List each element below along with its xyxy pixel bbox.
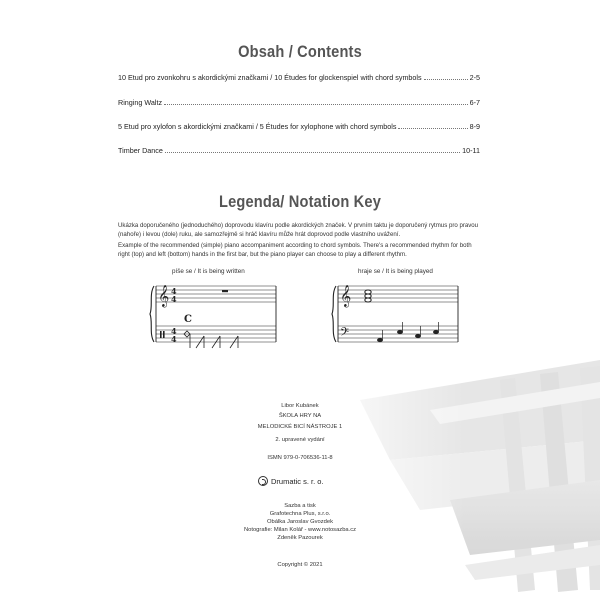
copyright: Copyright © 2021: [277, 562, 323, 568]
chord-symbol: C: [184, 314, 192, 325]
toc-entry-title: Timber Dance: [118, 146, 163, 155]
label-played: hraje se / It is being played: [358, 268, 433, 275]
notation-as-written: [148, 278, 278, 358]
credit-line: Zdeněk Pazourek: [277, 535, 323, 541]
toc-dot-leader: [164, 96, 468, 105]
toc-entry-title: Ringing Waltz: [118, 98, 163, 107]
legend-paragraph-english: Example of the recommended (simple) piano accompaniment according to chord symbols. There's a recommended rhythm for both right (top) and left (bottom) hands in the first bar, but the piano player can choose to play a different rhythm.: [118, 242, 472, 258]
toc-dot-leader: [424, 71, 468, 80]
author-name: Libor Kubánek: [281, 403, 319, 409]
legend-paragraph-czech: Ukázka doporučeného (jednoduchého) doprovodu klavíru podle akordických značek. V prvním taktu je doporučený rytmus pro pravou (nahoře) i levou (dole) ruku, ale samozřejmě si hráč klavíru může hrát doprovod podle vlastního uvážení.: [118, 222, 479, 238]
toc-entry-page: 2-5: [469, 73, 480, 82]
legend-heading: Legenda/ Notation Key: [218, 192, 382, 211]
time-signature-top: 4: [171, 286, 177, 296]
time-signature-bottom: 4: [171, 294, 177, 304]
toc-entry-page: 6-7: [469, 98, 480, 107]
notation-as-played: [330, 278, 460, 358]
credit-line: Obálka Jaroslav Gvozdek: [266, 519, 334, 525]
toc-entry[interactable]: [118, 120, 480, 132]
drumatic-logo-icon: [258, 476, 268, 486]
credit-line: Notografie: Milan Kolář - www.notosazba.cz: [243, 527, 357, 533]
toc-entry-title: 5 Etud pro xylofon s akordickými značkami / 5 Études for xylophone with chord symbols: [118, 122, 397, 131]
svg-text:𝄢: 𝄢: [340, 326, 350, 342]
toc-entry-page: 8-9: [469, 122, 480, 131]
edition: 2. upravené vydání: [275, 437, 325, 443]
publisher-name: Drumatic s. r. o.: [271, 476, 324, 486]
contents-heading: Obsah / Contents: [238, 42, 362, 61]
label-written: píše se / It is being written: [172, 268, 245, 275]
credit-line: Grafotechna Plus, s.r.o.: [269, 511, 331, 517]
toc-entry[interactable]: [118, 96, 480, 108]
credit-line: Sazba a tisk: [284, 503, 316, 509]
toc-dot-leader: [398, 120, 467, 129]
toc-entry[interactable]: [118, 71, 480, 83]
publisher-logo: [258, 474, 342, 488]
time-signature-bottom: 4: [171, 334, 177, 344]
toc-entry-page: 10-11: [462, 146, 480, 155]
toc-dot-leader: [165, 144, 460, 153]
toc-entry-title: 10 Etud pro zvonkohru s akordickými značkami / 10 Études for glockenspiel with chord symbols: [118, 73, 422, 82]
ismn: ISMN 979-0-706536-11-8: [267, 455, 333, 461]
toc-entry[interactable]: [118, 144, 480, 156]
svg-text:𝄞: 𝄞: [158, 285, 170, 307]
book-title-line-2: MELODICKÉ BICÍ NÁSTROJE 1: [257, 424, 343, 430]
book-title-line-1: ŠKOLA HRY NA: [278, 413, 322, 419]
time-signature-top: 4: [171, 326, 177, 336]
svg-text:𝄞: 𝄞: [340, 285, 352, 307]
